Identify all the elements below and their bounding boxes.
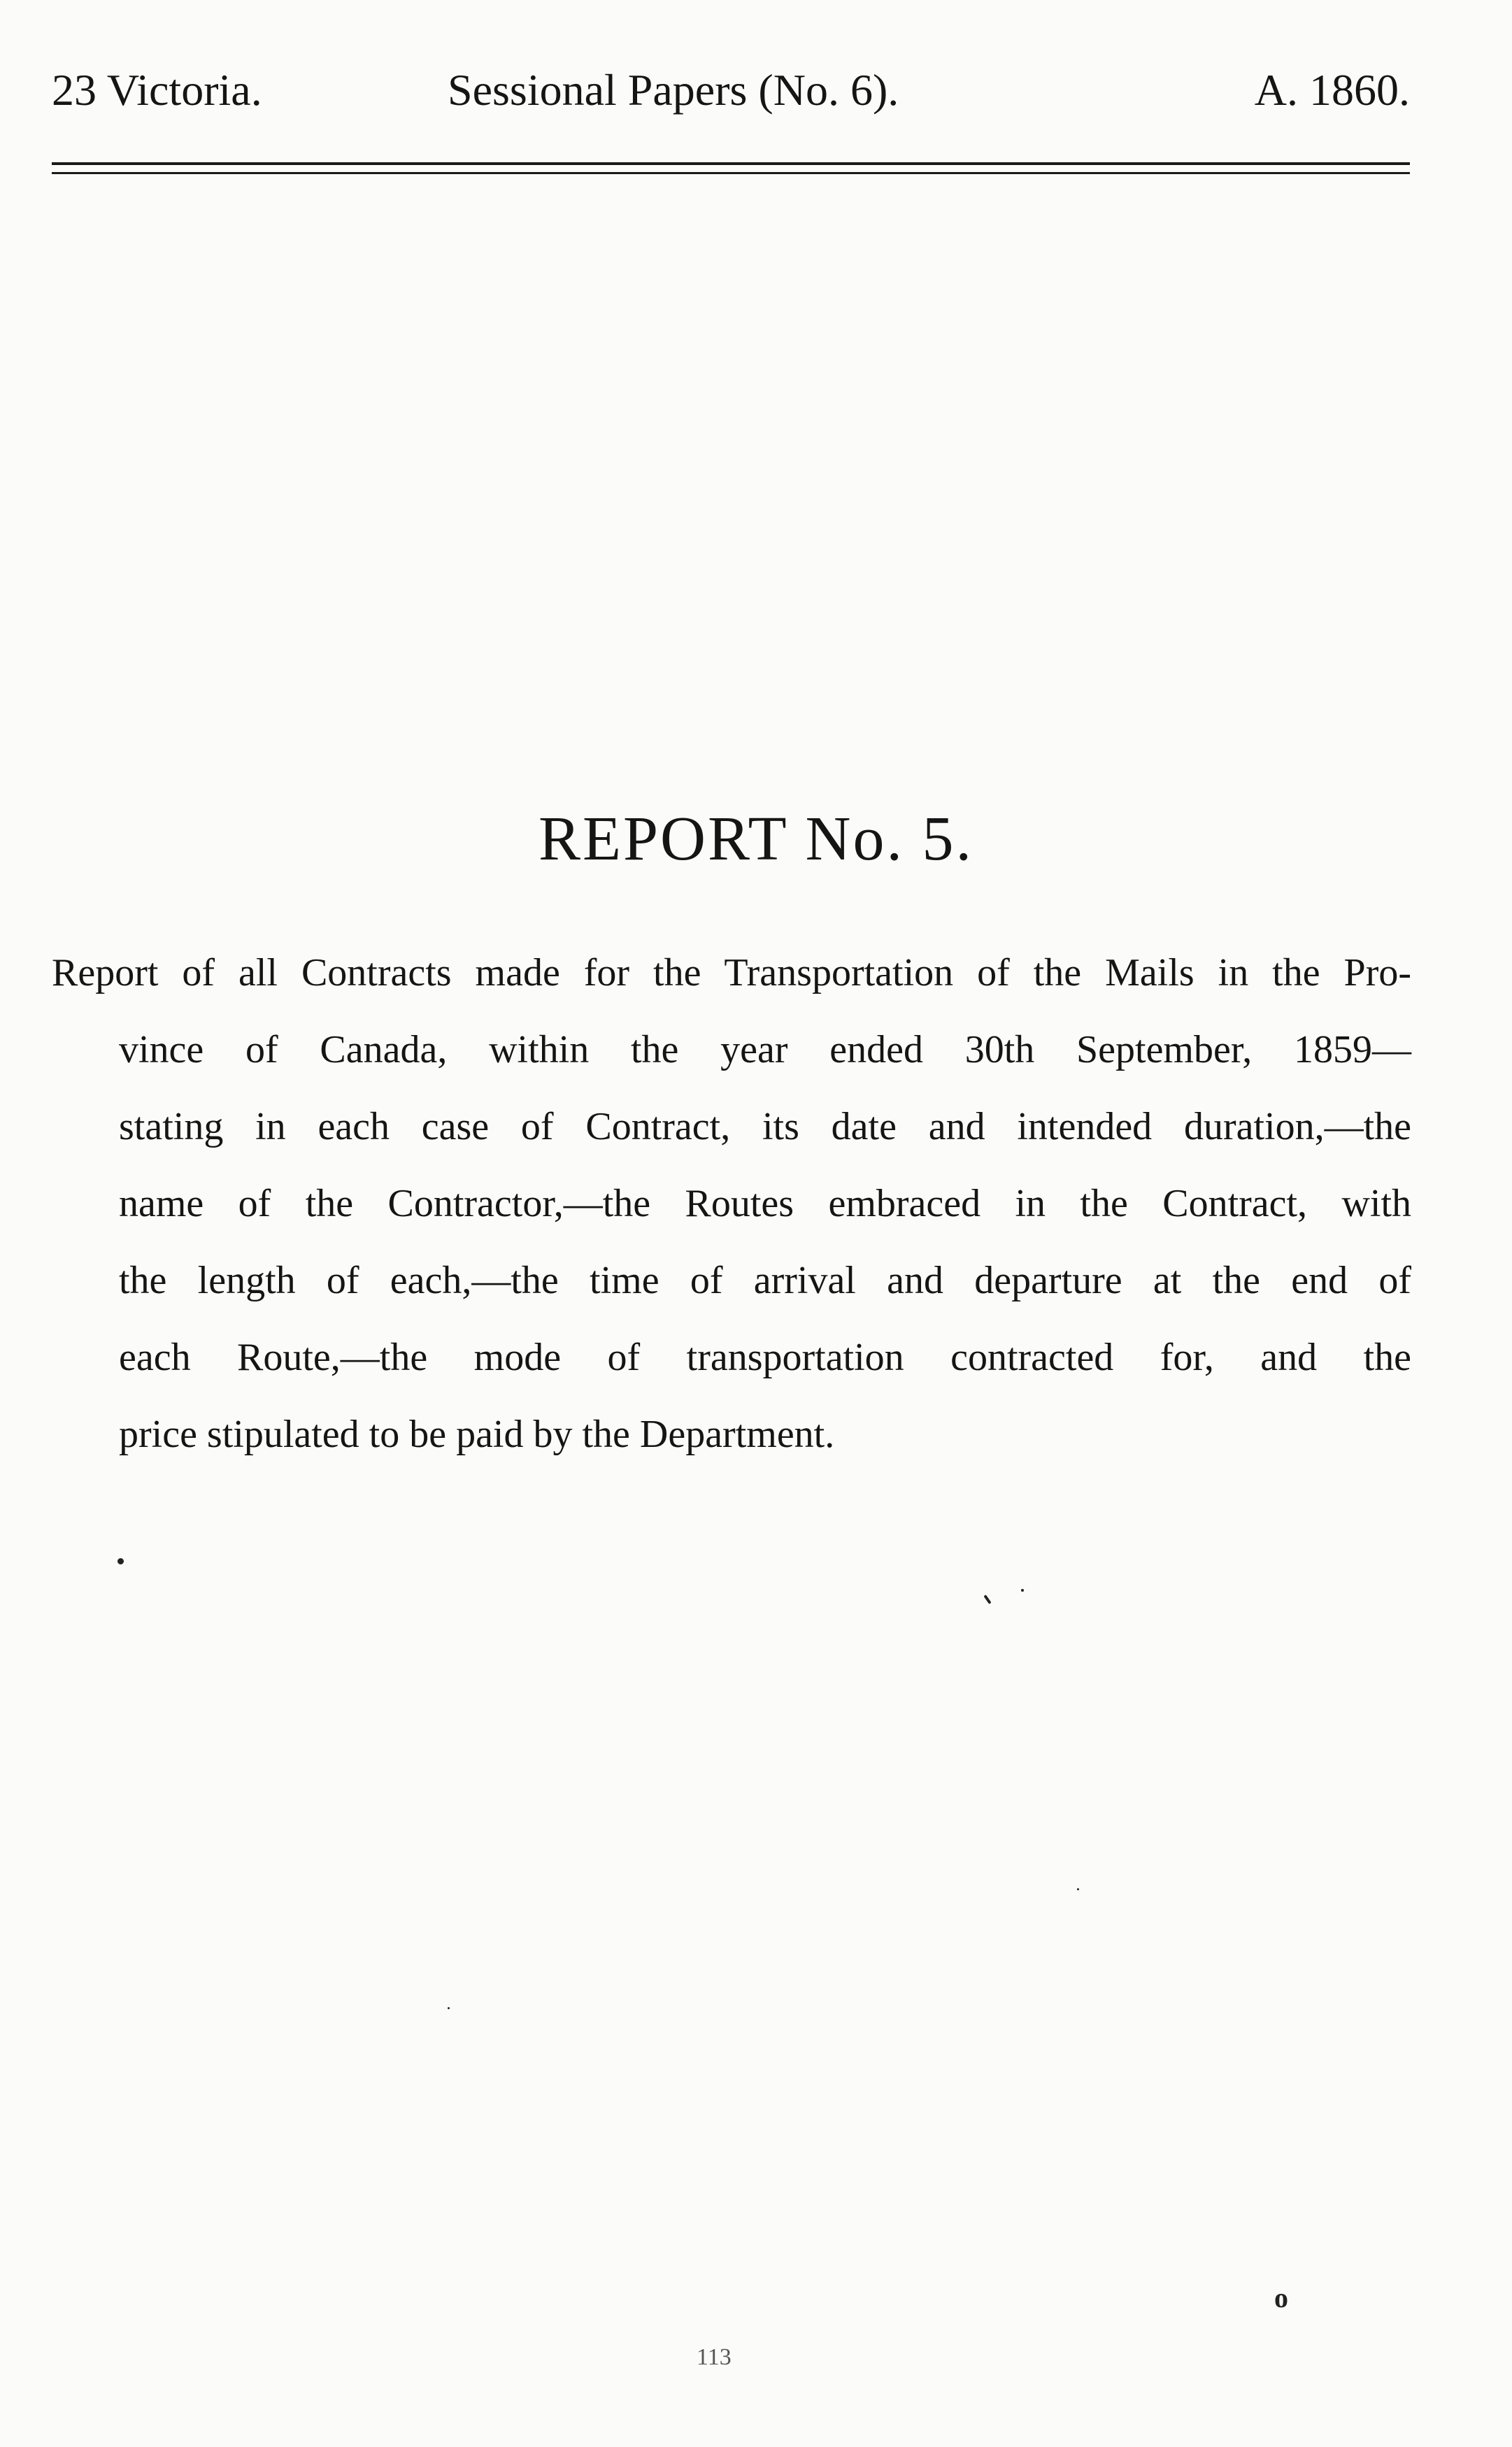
description-line: each Route,—the mode of transportation contracted for, and the xyxy=(119,1336,1411,1379)
description-line: Report of all Contracts made for the Transportation of the Mails in the Pro- xyxy=(52,951,1411,994)
description-line: vince of Canada, within the year ended 30th September, 1859— xyxy=(119,1028,1411,1071)
publication-year: A. 1860. xyxy=(1254,65,1410,115)
header-rule-top xyxy=(52,162,1410,165)
header-rule-bottom xyxy=(52,172,1410,174)
description-line: the length of each,—the time of arrival and departure at the end of xyxy=(119,1259,1411,1302)
ink-dot xyxy=(1021,1589,1024,1592)
report-description xyxy=(52,934,1411,1473)
stray-mark: o xyxy=(1274,2282,1288,2313)
ink-dot xyxy=(117,1558,124,1564)
description-line: name of the Contractor,—the Routes embraced in the Contract, with xyxy=(119,1182,1411,1225)
page-folio: 113 xyxy=(697,2344,732,2370)
description-line: price stipulated to be paid by the Department. xyxy=(119,1413,835,1456)
ink-dot xyxy=(1077,1888,1079,1890)
sessional-papers-label: Sessional Papers (No. 6). xyxy=(448,65,899,115)
description-line: stating in each case of Contract, its date and intended duration,—the xyxy=(119,1105,1411,1148)
ink-dot xyxy=(448,2007,450,2009)
ink-tick xyxy=(983,1595,991,1604)
running-head xyxy=(52,64,1410,127)
report-title: REPORT No. 5. xyxy=(538,804,974,873)
regnal-year: 23 Victoria. xyxy=(52,65,262,115)
